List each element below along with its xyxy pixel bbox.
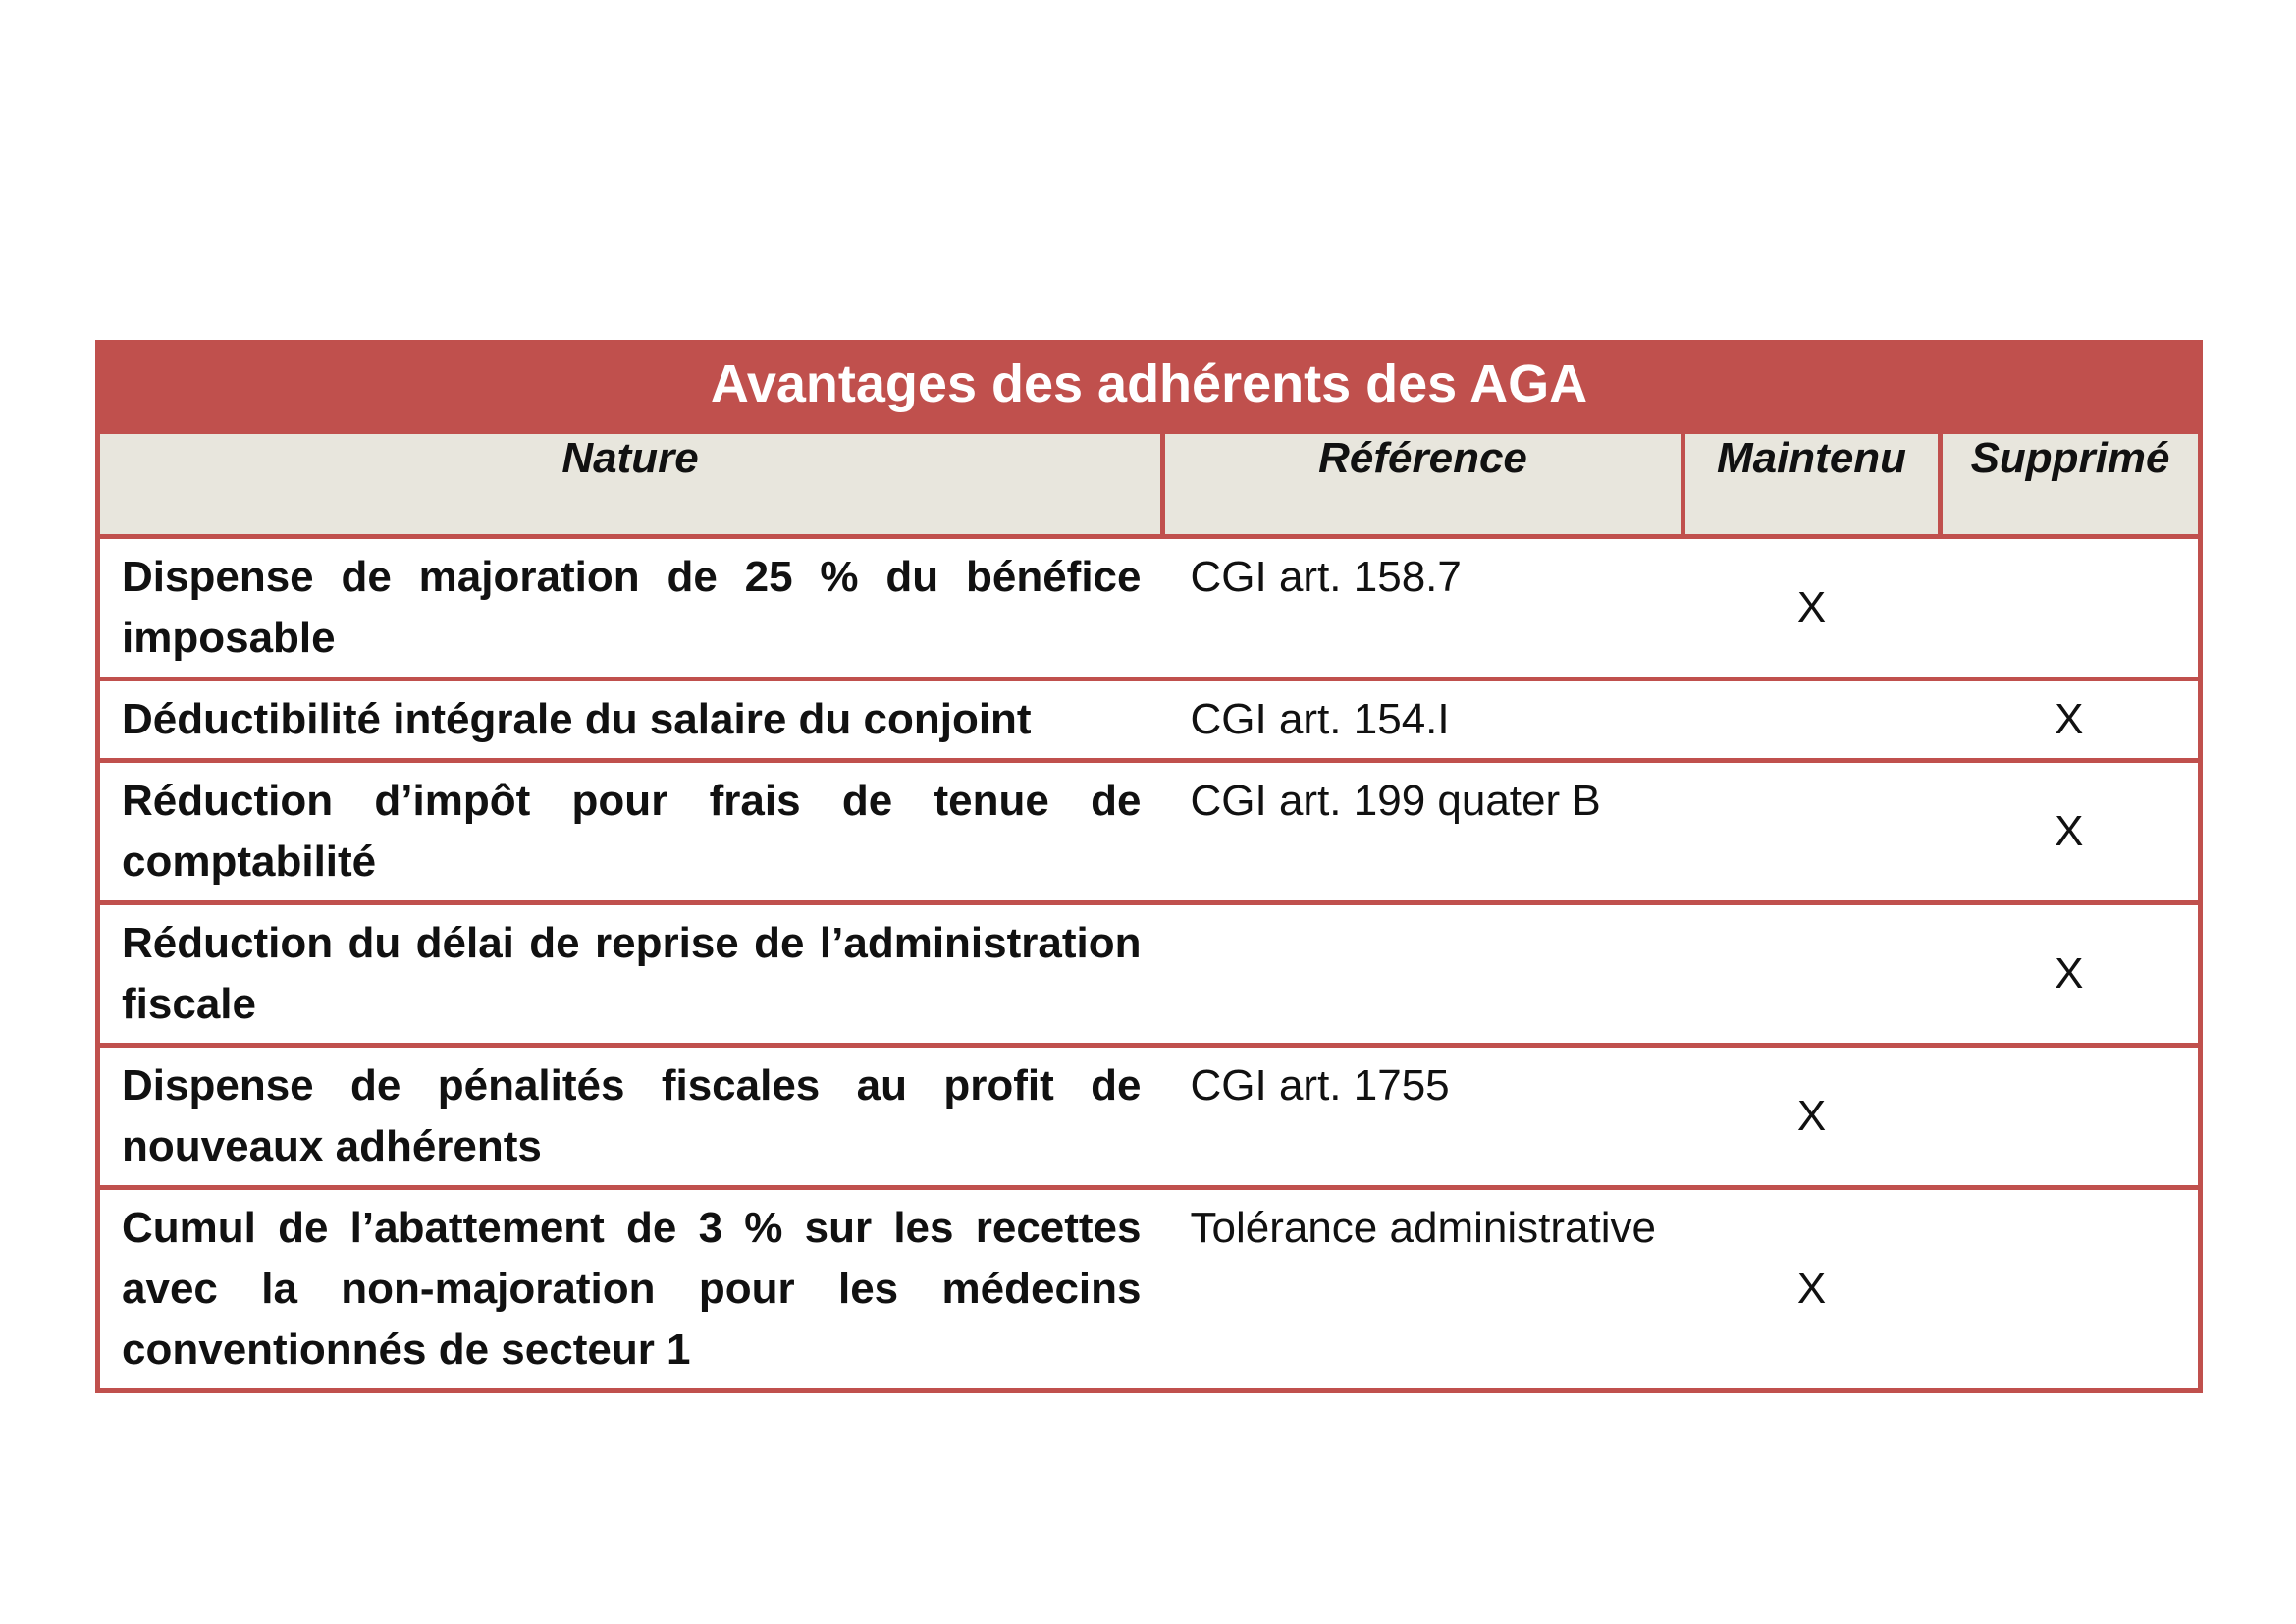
reference-cell <box>1163 903 1683 1046</box>
benefits-table <box>95 340 2203 1393</box>
supprime-cell <box>1941 1046 2201 1188</box>
nature-cell: Dispense de majoration de 25 % du bénéfice imposable <box>98 537 1163 679</box>
supprime-cell: X <box>1941 903 2201 1046</box>
column-header-maintenu: Maintenu <box>1683 432 1941 537</box>
column-header-supprime: Supprimé <box>1941 432 2201 537</box>
reference-cell: CGI art. 154.I <box>1163 679 1683 761</box>
supprime-cell <box>1941 537 2201 679</box>
maintenu-cell <box>1683 903 1941 1046</box>
nature-cell: Réduction du délai de reprise de l’administration fiscale <box>98 903 1163 1046</box>
column-header-nature: Nature <box>98 432 1163 537</box>
maintenu-cell: X <box>1683 1046 1941 1188</box>
table-row <box>98 903 2201 1046</box>
nature-cell: Réduction d’impôt pour frais de tenue de comptabilité <box>98 761 1163 903</box>
table-row <box>98 1046 2201 1188</box>
table-title-row <box>98 343 2201 432</box>
table-title: Avantages des adhérents des AGA <box>98 343 2201 432</box>
supprime-cell: X <box>1941 761 2201 903</box>
table-row <box>98 679 2201 761</box>
maintenu-cell <box>1683 761 1941 903</box>
supprime-cell: X <box>1941 679 2201 761</box>
reference-cell: Tolérance administrative <box>1163 1188 1683 1391</box>
nature-cell: Déductibilité intégrale du salaire du conjoint <box>98 679 1163 761</box>
table-header-row <box>98 432 2201 537</box>
nature-cell: Dispense de pénalités fiscales au profit de nouveaux adhérents <box>98 1046 1163 1188</box>
reference-cell: CGI art. 199 quater B <box>1163 761 1683 903</box>
table-row <box>98 1188 2201 1391</box>
maintenu-cell: X <box>1683 537 1941 679</box>
supprime-cell <box>1941 1188 2201 1391</box>
maintenu-cell <box>1683 679 1941 761</box>
benefits-table-container <box>95 340 2198 1393</box>
maintenu-cell: X <box>1683 1188 1941 1391</box>
reference-cell: CGI art. 158.7 <box>1163 537 1683 679</box>
reference-cell: CGI art. 1755 <box>1163 1046 1683 1188</box>
column-header-reference: Référence <box>1163 432 1683 537</box>
table-row <box>98 761 2201 903</box>
nature-cell: Cumul de l’abattement de 3 % sur les recettes avec la non-majoration pour les médecins conventionnés de secteur 1 <box>98 1188 1163 1391</box>
table-row <box>98 537 2201 679</box>
